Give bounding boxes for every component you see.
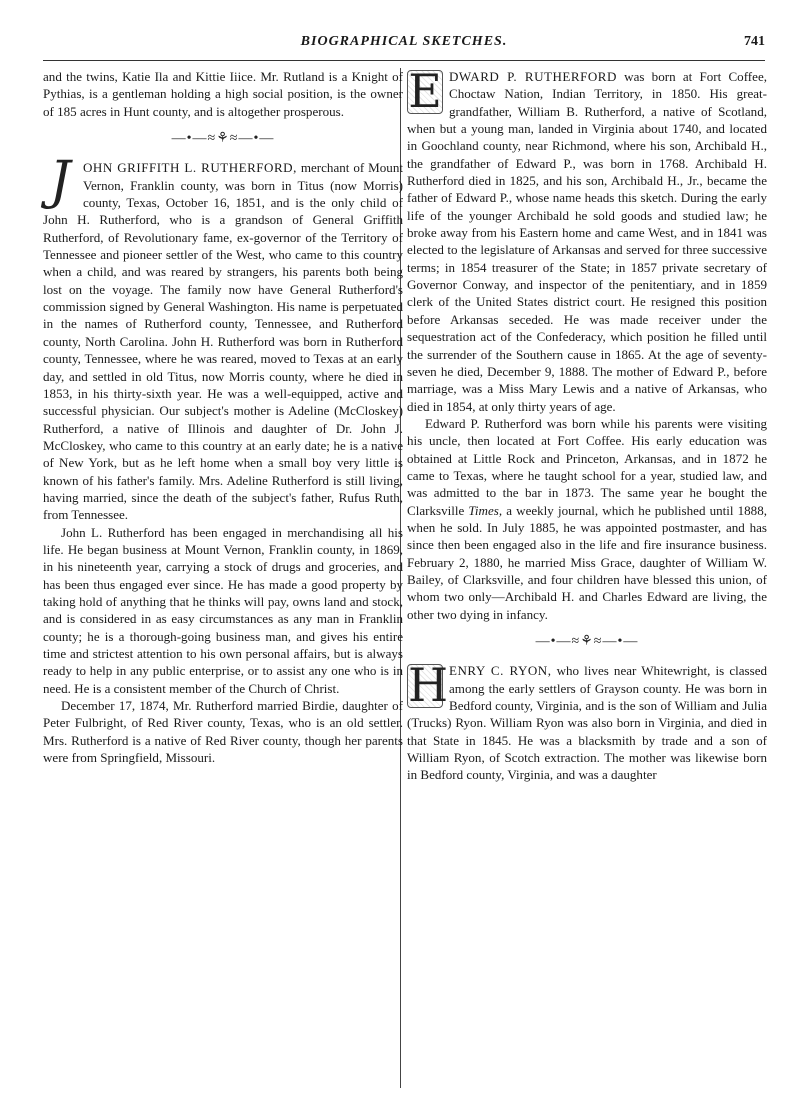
sketch-john-rutherford — [43, 151, 403, 766]
ornament-divider: —•—≈⚘≈—•— — [171, 131, 275, 147]
sketch-paragraph: was born at Fort Coffee, Choctaw Nation, Indian Territory, in 1850. His great-grandfather, William B. Rutherford, a native of Scotland, when but a young man, landed in Virginia about 1740, and located in Goochland county, near Richmond, where his son, Archibald H., the grandfather of Edward P., was born in 1768. Archibald H. Rutherford died in 1825, and his son, Archibald H., Jr., became the father of Edward P., whose name heads this sketch. During the early life of the younger Archibald he sold goods and studied law; he broke away from his Eastern home and came West, and in 1841 was elected to the legislature of Arkansas and served for three successive terms; in 1854 treasurer of the State; in 1857 private secretary of Governor Conway, and inspector of the penitentiary, and in 1859 clerk of the United States district court. He resigned this position before Arkansas seceded. He was made receiver under the sequestration act of the Confederacy, which position he filled until the surrender of the Southern cause in 1865. At the age of seventy-seven he died, December 9, 1888. The mother of Edward P., before marriage, was a Miss Mary Lewis and a native of Arkansas, who died in 1854, at only thirty years of age. — [407, 69, 767, 414]
sketch-paragraph: December 17, 1874, Mr. Rutherford married Birdie, daughter of Peter Fulbright, of Red River county, Texas, who is an old settler. Mrs. Rutherford is a native of Red River county, though her parents were from Springfield, Missouri. — [43, 698, 403, 766]
running-title: BIOGRAPHICAL SKETCHES. — [300, 34, 508, 49]
right-column — [407, 64, 768, 784]
sketch-paragraph: Edward P. Rutherford was born while his parents were visiting his uncle, then located at Fort Coffee. His early education was obtained at Little Rock and Princeton, Arkansas, and in 1872 he came to Texas, where he taught school for a year, studied law, and was admitted to the bar in 1873. The same year he bought the Clarksville Times, a weekly journal, which he published until 1888, when he sold. In July 1885, he was appointed postmaster, and has since then been engaged also in the life and fire insurance business. February 2, 1880, he married Miss Grace, daughter of William W. Bailey, of Clarksville, and four children have blessed this union, of whom two only—Archibald H. and Charles Edward are living, the other two dying in infancy. — [407, 415, 767, 622]
drop-cap-e: E — [408, 64, 442, 118]
sketch-henry-ryon — [407, 658, 768, 783]
sketch-name: OHN GRIFFITH L. RUTHERFORD, — [83, 160, 297, 176]
continuation-paragraph: and the twins, Katie Ila and Kittie Iiice. Mr. Rutland is a Knight of Pythias, is a gentleman holding a high social position, is the owner of 185 acres in Hunt county, and is altogether prosperous. — [43, 69, 403, 119]
sketch-name: ENRY C. RYON, — [449, 663, 552, 679]
header-rule — [43, 60, 765, 61]
sketch-paragraph: merchant of Mount Vernon, Franklin county, was born in Titus (now Morris) county, Texas, October 16, 1851, and is the only child of John H. Rutherford, who is a grandson of General Griffith Rutherford, of Revolutionary fame, ex-governor of the Territory of Tennessee and pioneer settler of the West, who came to this country when a child, and was reared by strangers, his parents both being lost on the voyage. The family now have General Rutherford's commission signed by General Washington. His name is perpetuated in the names of Rutherford county, Tennessee, and Rutherford county, North Carolina. John H. Rutherford was born in Rutherford county, Tennessee, where he was reared, moved to Texas at an early day, and settled in old Titus, now Morris county, where he died in 1853, in his thirty-sixth year. He was a well-equipped, active and successful physician. Our subject's mother is Adeline (McCloskey) Rutherford, a native of Illinois and daughter of Dr. John J. McCloskey, who came to this country at an early date; he is a native of New York, but as he left home when a small boy very little is known of his father's family. Mrs. Adeline Rutherford is still living, having married, since the death of the subject's father, Rufus Ruth, from Tennessee. — [43, 160, 403, 523]
newspaper-title: Times, — [468, 502, 503, 518]
drop-cap-h: H — [408, 658, 449, 713]
ornament-divider: —•—≈⚘≈—•— — [535, 634, 639, 649]
sketch-paragraph: John L. Rutherford has been engaged in merchandising all his life. He began business at Mount Vernon, Franklin county, in 1869, in his nineteenth year, carrying a stock of drugs and groceries, and has been thus engaged ever since. He has made a good property by taking hold of anything that he thinks will pay, owns land and stock, and is considered in as easy circumstances as any man in Franklin county; he is a thorough-going business man, and gives his entire time and strictest attention to his own personal affairs, but is always ready to help in any public enterprise, or to assist any one who is in need. He is a consistent member of the Church of Christ. — [43, 524, 403, 696]
sketch-edward-rutherford — [407, 64, 767, 623]
sketch-name: DWARD P. RUTHERFORD — [449, 69, 617, 84]
drop-cap-j: J — [49, 151, 71, 212]
left-column — [43, 68, 403, 766]
running-header — [43, 34, 765, 58]
page-number: 741 — [744, 34, 765, 49]
sketch-paragraph: who lives near Whitewright, is classed among the early settlers of Grayson county. He was born in Bedford county, Virginia, and is the son of William and Julia (Trucks) Ryon. William Ryon was also born in Virginia, and died in that State in 1845. He was a blacksmith by trade and a son of William Ryon, of Scotch extraction. The mother was likewise born in Bedford county, Virginia, and was a daughter — [407, 663, 768, 783]
